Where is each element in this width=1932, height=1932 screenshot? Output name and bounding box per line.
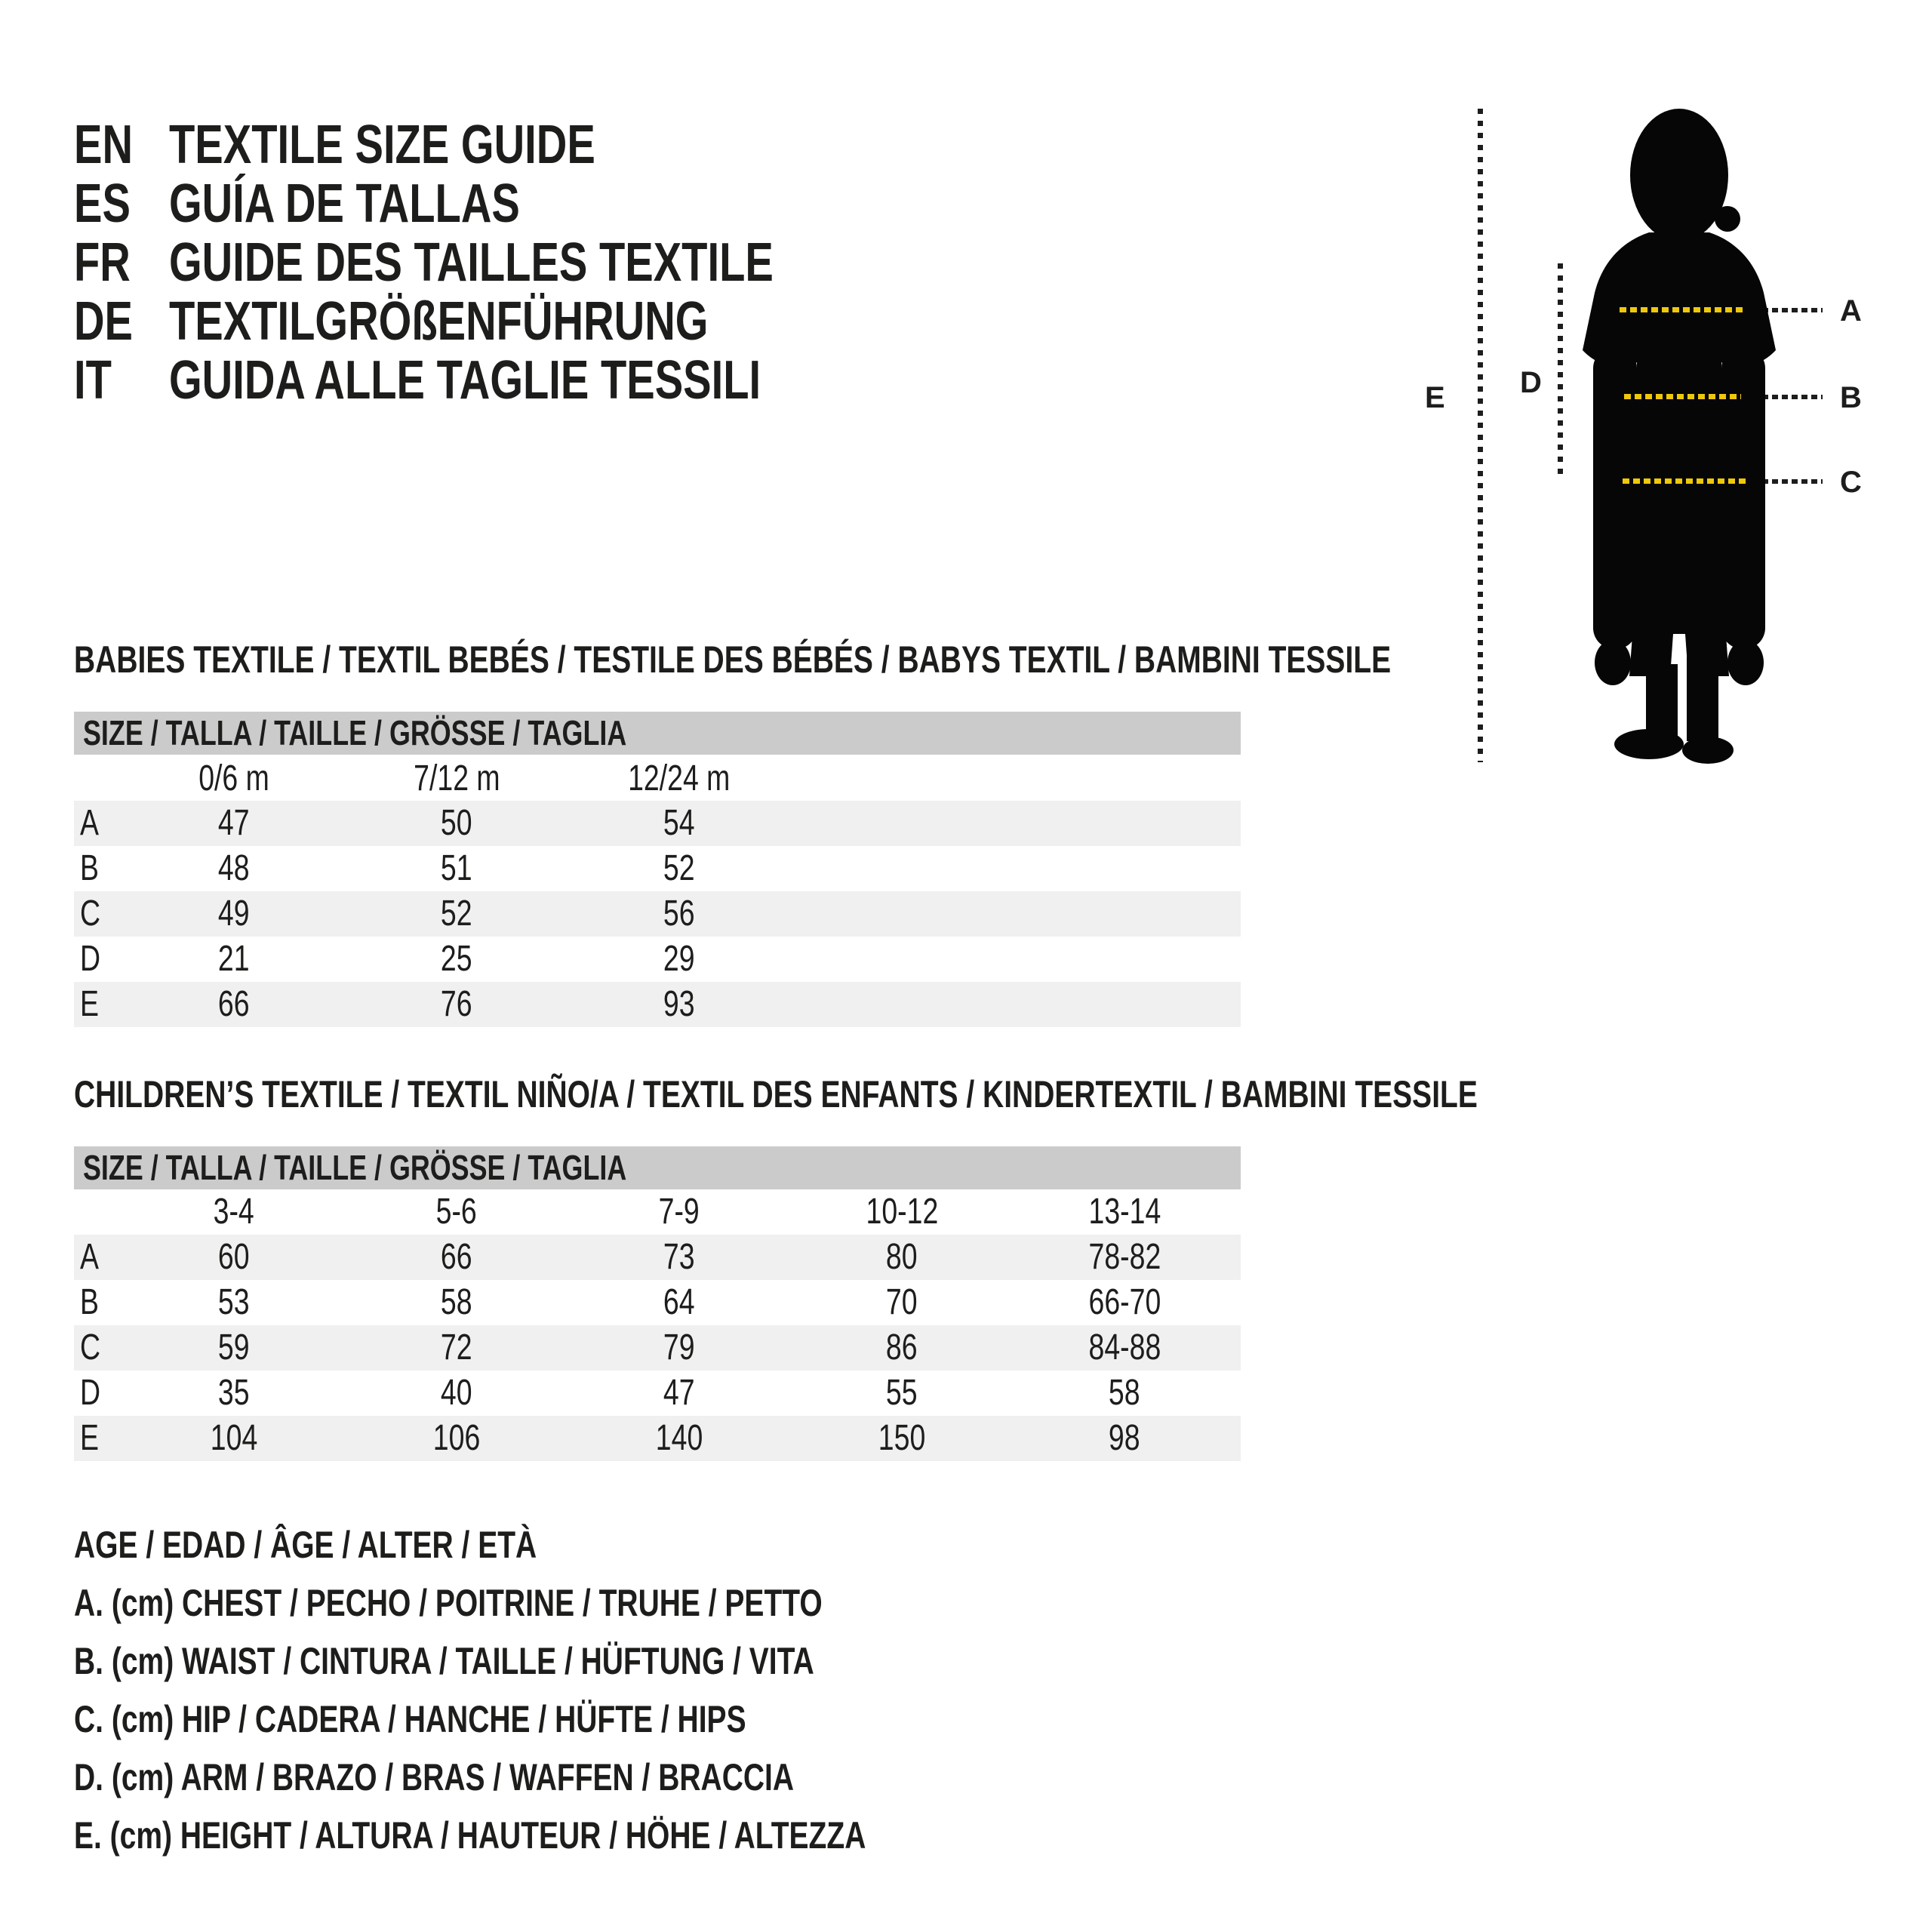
legend-age-line: AGE / EDAD / ÂGE / ALTER / ETÀ: [74, 1524, 537, 1566]
lang-row-fr: [74, 232, 774, 293]
legend-chest-line: A. (cm) CHEST / PECHO / POITRINE / TRUHE / PETTO: [74, 1582, 823, 1624]
table-cell: 59: [218, 1327, 250, 1367]
legend-arm-line: D. (cm) ARM / BRAZO / BRAS / WAFFEN / BRACCIA: [74, 1756, 795, 1798]
lang-code-de: DE: [74, 291, 134, 352]
table-cell: 49: [218, 894, 250, 934]
table-cell: 58: [441, 1282, 472, 1322]
children-section-heading: [74, 1072, 1873, 1116]
table-cell: 106: [432, 1418, 481, 1458]
babies-section-heading: [74, 638, 1762, 681]
arm-measure-line-d: [1558, 263, 1563, 478]
table-cell: 56: [663, 894, 695, 934]
table-cell: 78-82: [1088, 1237, 1161, 1277]
lang-row-de: [74, 291, 753, 352]
table-cell: 73: [663, 1237, 695, 1277]
babies-size-header-text: SIZE / TALLA / TAILLE / GRÖSSE / TAGLIA: [83, 713, 627, 752]
table-cell: 80: [886, 1237, 918, 1277]
children-size-header-text: SIZE / TALLA / TAILLE / GRÖSSE / TAGLIA: [83, 1148, 627, 1187]
table-cell: 64: [663, 1282, 695, 1322]
table-cell: 35: [218, 1373, 250, 1413]
babies-col-header: 0/6 m: [198, 758, 269, 798]
babies-col-header: 12/24 m: [628, 758, 731, 798]
babies-row-label: A: [80, 803, 99, 843]
table-cell: 58: [1109, 1373, 1140, 1413]
waist-measure-line-b: [1624, 394, 1741, 399]
table-cell: 66-70: [1088, 1282, 1161, 1322]
children-row-label: B: [80, 1282, 99, 1322]
table-cell: 79: [663, 1327, 695, 1367]
lang-title-fr: GUIDE DES TAILLES TEXTILE: [169, 232, 774, 293]
lang-row-es: [74, 174, 753, 234]
table-cell: 29: [663, 939, 695, 979]
legend-hip-line: C. (cm) HIP / CADERA / HANCHE / HÜFTE / HIPS: [74, 1698, 746, 1740]
figure-label-a: A: [1840, 294, 1862, 328]
chest-measure-line-a: [1620, 307, 1744, 312]
lang-code-it: IT: [74, 350, 112, 411]
table-cell: 86: [886, 1327, 918, 1367]
children-col-header: 7-9: [658, 1192, 700, 1232]
lang-code-en: EN: [74, 115, 134, 175]
figure-label-b: B: [1840, 381, 1862, 414]
lang-title-it: GUIDA ALLE TAGLIE TESSILI: [169, 350, 761, 411]
table-cell: 70: [886, 1282, 918, 1322]
lang-title-en: TEXTILE SIZE GUIDE: [169, 115, 595, 175]
figure-label-e: E: [1425, 381, 1445, 414]
lang-title-es: GUÍA DE TALLAS: [169, 174, 520, 234]
table-cell: 51: [441, 848, 472, 888]
figure-label-d: D: [1520, 366, 1542, 399]
legend-height-line: E. (cm) HEIGHT / ALTURA / HAUTEUR / HÖHE / ALTEZZA: [74, 1814, 866, 1857]
hip-measure-line-c: [1623, 478, 1748, 484]
babies-section-heading-text: BABIES TEXTILE / TEXTIL BEBÉS / TESTILE DES BÉBÉS / BABYS TEXTIL / BAMBINI TESSILE: [74, 638, 1392, 681]
table-cell: 40: [441, 1373, 472, 1413]
lang-row-it: [74, 350, 761, 411]
children-row-label: C: [80, 1327, 101, 1367]
table-cell: 98: [1109, 1418, 1140, 1458]
table-cell: 54: [663, 803, 695, 843]
table-cell: 140: [655, 1418, 703, 1458]
babies-col-header: 7/12 m: [413, 758, 500, 798]
table-cell: 84-88: [1088, 1327, 1161, 1367]
lang-title-de: TEXTILGRÖßENFÜHRUNG: [169, 291, 709, 352]
table-cell: 66: [441, 1237, 472, 1277]
babies-size-header-bar: [74, 712, 1241, 755]
table-cell: 52: [441, 894, 472, 934]
table-cell: 150: [878, 1418, 926, 1458]
table-cell: 53: [218, 1282, 250, 1322]
table-cell: 52: [663, 848, 695, 888]
table-cell: 21: [218, 939, 250, 979]
table-cell: 72: [441, 1327, 472, 1367]
children-col-header: 10-12: [866, 1192, 938, 1232]
lang-code-es: ES: [74, 174, 131, 234]
table-cell: 93: [663, 984, 695, 1024]
children-col-header: 3-4: [213, 1192, 255, 1232]
legend-waist-line: B. (cm) WAIST / CINTURA / TAILLE / HÜFTUNG / VITA: [74, 1640, 814, 1682]
babies-row-label: E: [80, 984, 99, 1024]
table-cell: 66: [218, 984, 250, 1024]
children-row-label: A: [80, 1237, 99, 1277]
babies-row-label: B: [80, 848, 99, 888]
children-col-header: 5-6: [435, 1192, 478, 1232]
children-row-label: D: [80, 1373, 101, 1413]
children-col-header: 13-14: [1088, 1192, 1161, 1232]
table-cell: 47: [663, 1373, 695, 1413]
table-cell: 104: [210, 1418, 258, 1458]
lang-code-fr: FR: [74, 232, 131, 293]
table-cell: 25: [441, 939, 472, 979]
child-silhouette: [1574, 106, 1785, 770]
table-cell: 55: [886, 1373, 918, 1413]
table-cell: 47: [218, 803, 250, 843]
babies-row-label: D: [80, 939, 101, 979]
children-section-heading-text: CHILDREN’S TEXTILE / TEXTIL NIÑO/A / TEXTIL DES ENFANTS / KINDERTEXTIL / BAMBINI TESSILE: [74, 1073, 1478, 1115]
table-cell: 50: [441, 803, 472, 843]
lang-row-en: [74, 115, 753, 175]
table-cell: 76: [441, 984, 472, 1024]
children-size-header-bar: [74, 1146, 1241, 1189]
babies-row-label: C: [80, 894, 101, 934]
children-row-label: E: [80, 1418, 99, 1458]
table-cell: 60: [218, 1237, 250, 1277]
table-cell: 48: [218, 848, 250, 888]
figure-label-c: C: [1840, 466, 1862, 499]
